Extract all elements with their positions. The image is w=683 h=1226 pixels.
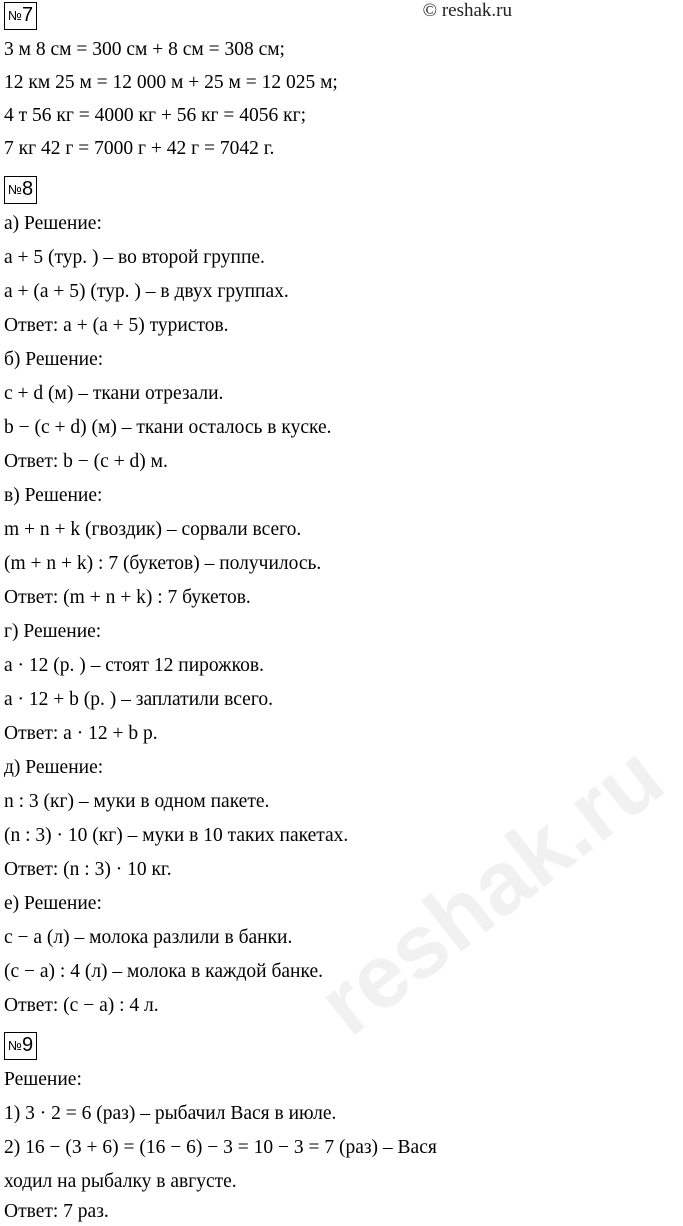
text-line: г) Решение: [4, 621, 102, 642]
text-line: 12 км 25 м = 12 000 м + 25 м = 12 025 м; [4, 72, 338, 93]
text-line: Ответ: a + (a + 5) туристов. [4, 315, 229, 336]
text-line: 7 кг 42 г = 7000 г + 42 г = 7042 г. [4, 138, 275, 159]
text-line: д) Решение: [4, 757, 104, 778]
text-line: Ответ: (c − a) : 4 л. [4, 995, 159, 1016]
number-sign: № [8, 8, 22, 23]
text-line: Ответ: (m + n + k) : 7 букетов. [4, 587, 251, 608]
text-line: а) Решение: [4, 213, 102, 234]
text-line: Ответ: a · 12 + b р. [4, 723, 158, 744]
task-7-badge [4, 2, 37, 30]
text-line: c + d (м) – ткани отрезали. [4, 383, 224, 404]
text-line: c − a (л) – молока разлили в банки. [4, 927, 293, 948]
task-number: 8 [21, 178, 34, 200]
text-line: е) Решение: [4, 893, 102, 914]
text-line: Ответ: (n : 3) · 10 кг. [4, 859, 172, 880]
number-sign: № [8, 1038, 22, 1053]
text-line: ходил на рыбалку в августе. [4, 1171, 237, 1192]
text-line: (m + n + k) : 7 (букетов) – получилось. [4, 553, 322, 574]
text-line: в) Решение: [4, 485, 103, 506]
text-line: Ответ: 7 раз. [4, 1201, 109, 1222]
text-line: 4 т 56 кг = 4000 кг + 56 кг = 4056 кг; [4, 105, 307, 126]
task-9-badge [4, 1032, 37, 1060]
diagonal-watermark: reshak.ru [300, 726, 682, 1055]
text-line: Решение: [4, 1069, 82, 1090]
text-line: m + n + k (гвоздик) – сорвали всего. [4, 519, 302, 540]
task-8-badge [4, 176, 37, 204]
text-line: a + (a + 5) (тур. ) – в двух группах. [4, 281, 289, 302]
text-line: a · 12 (р. ) – стоят 12 пирожков. [4, 655, 264, 676]
text-line: 3 м 8 см = 300 см + 8 см = 308 см; [4, 39, 285, 60]
site-watermark: © reshak.ru [422, 0, 512, 21]
task-number: 7 [21, 4, 34, 26]
text-line: a · 12 + b (р. ) – заплатили всего. [4, 689, 273, 710]
text-line: (n : 3) · 10 (кг) – муки в 10 таких пакетах. [4, 825, 349, 846]
text-line: 1) 3 · 2 = 6 (раз) – рыбачил Вася в июле. [4, 1103, 337, 1124]
text-line: б) Решение: [4, 349, 104, 370]
number-sign: № [8, 182, 22, 197]
text-line: 2) 16 − (3 + 6) = (16 − 6) − 3 = 10 − 3 = 7 (раз) – Вася [4, 1137, 437, 1158]
task-number: 9 [21, 1034, 34, 1056]
text-line: b − (c + d) (м) – ткани осталось в куске. [4, 417, 332, 438]
text-line: n : 3 (кг) – муки в одном пакете. [4, 791, 270, 812]
text-line: a + 5 (тур. ) – во второй группе. [4, 247, 265, 268]
text-line: (c − a) : 4 (л) – молока в каждой банке. [4, 961, 323, 982]
text-line: Ответ: b − (c + d) м. [4, 451, 168, 472]
